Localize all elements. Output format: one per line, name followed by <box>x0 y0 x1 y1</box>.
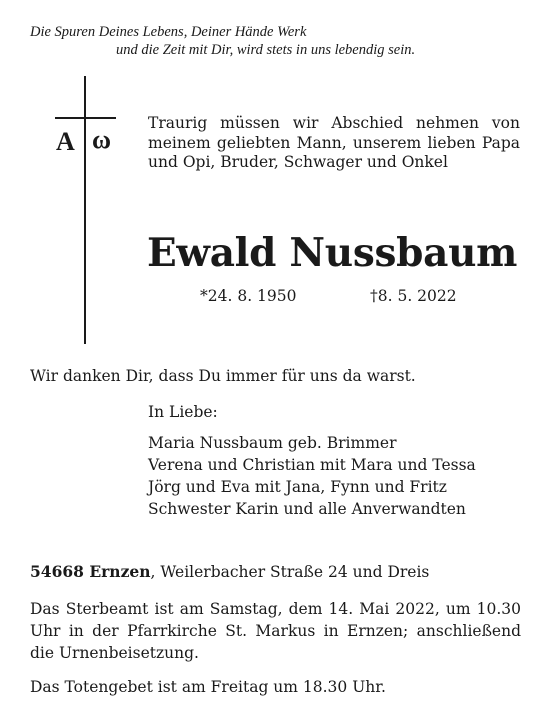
death-date: †8. 5. 2022 <box>370 287 457 305</box>
cross-horizontal-bar <box>55 117 116 119</box>
birth-date: *24. 8. 1950 <box>200 287 297 305</box>
thanks-text: Wir danken Dir, dass Du immer für uns da warst. <box>30 367 416 385</box>
address-street: , Weilerbacher Straße 24 und Dreis <box>150 563 430 581</box>
address-postal-city: 54668 Ernzen <box>30 562 151 581</box>
mourner-line: Schwester Karin und alle Anverwandten <box>148 500 466 518</box>
address-line <box>30 562 429 583</box>
alpha-symbol: A <box>56 127 75 156</box>
mourner-line: Maria Nussbaum geb. Brimmer <box>148 434 397 452</box>
mourners-heading: In Liebe: <box>148 403 218 421</box>
motto-line-1: Die Spuren Deines Lebens, Deiner Hände Werk <box>30 24 307 40</box>
mourner-line: Jörg und Eva mit Jana, Fynn und Fritz <box>148 478 447 496</box>
service-text: Das Sterbeamt ist am Samstag, dem 14. Mai 2022, um 10.30 Uhr in der Pfarrkirche St. Markus in Ernzen; anschließend die Urnenbeisetzung. <box>30 600 521 662</box>
deceased-name: Ewald Nussbaum <box>147 230 518 276</box>
intro-text: Traurig müssen wir Abschied nehmen von meinem geliebten Mann, unserem lieben Papa und Opi, Bruder, Schwager und Onkel <box>148 114 520 171</box>
mourner-line: Verena und Christian mit Mara und Tessa <box>148 456 476 474</box>
prayer-text: Das Totengebet ist am Freitag um 18.30 Uhr. <box>30 678 386 696</box>
motto-line-2: und die Zeit mit Dir, wird stets in uns lebendig sein. <box>116 42 416 58</box>
omega-symbol: ω <box>92 125 112 154</box>
